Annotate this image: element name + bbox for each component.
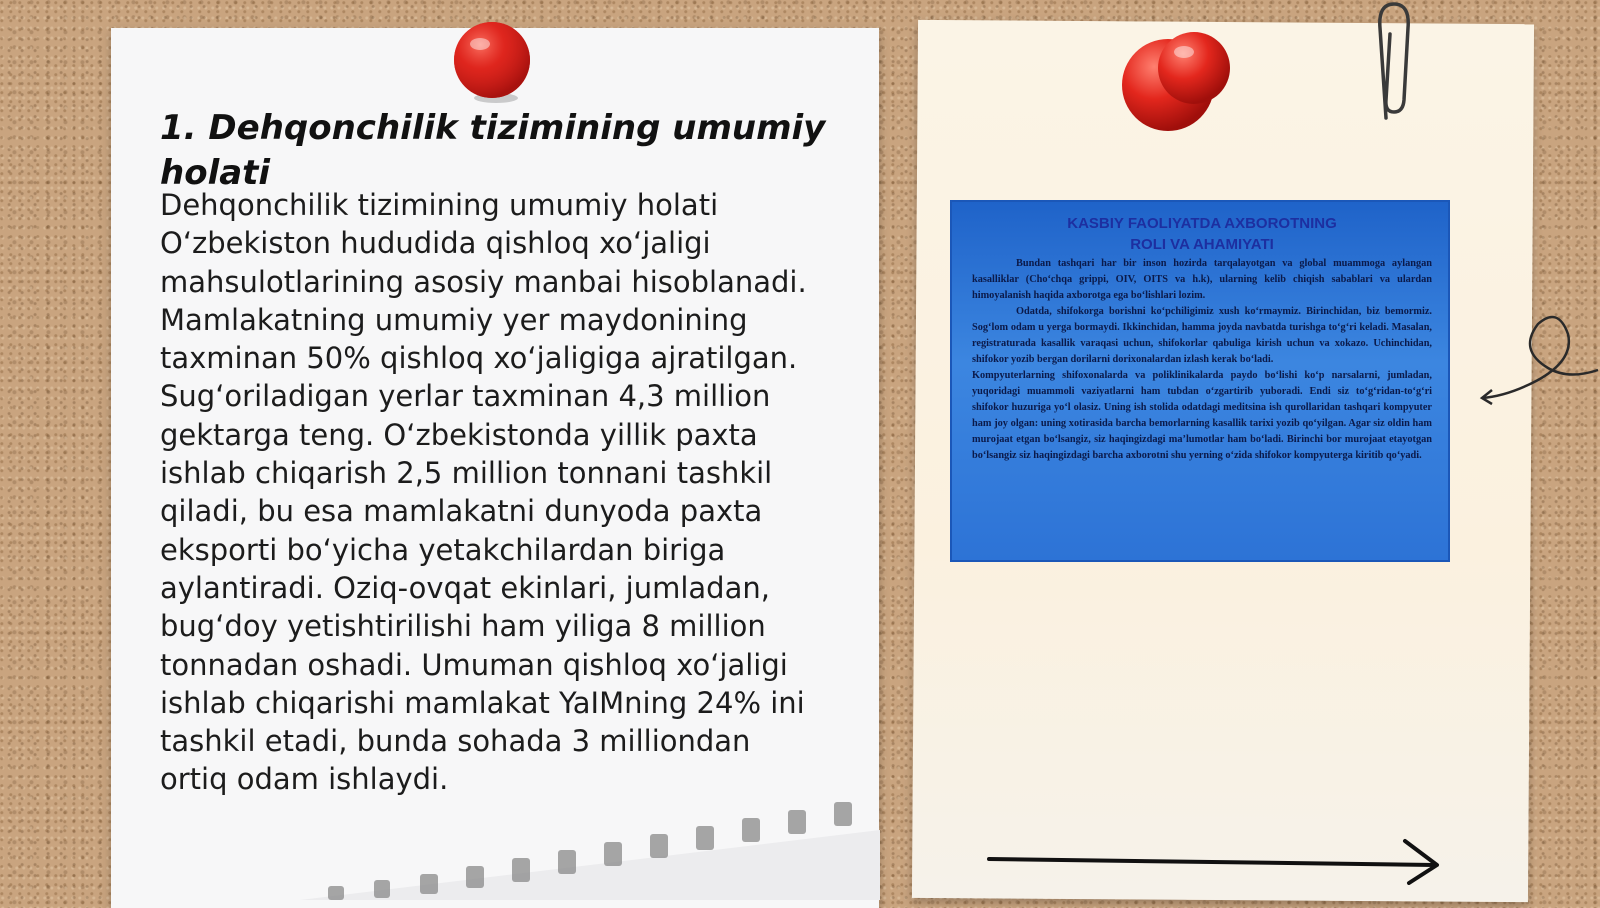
document-image — [950, 200, 1450, 562]
document-paragraph: Kompyuterlarning shifoxonalarda va poliklinikalarda paydo bo‘lishi ko‘p narsalarni, jumladan, yuqoridagi muammoli vaziyatlarni ham tubdan o‘zgartirib yuboradi. Endi siz to‘g‘ridan-to‘g‘ri shifokor huzuriga yo‘l olasiz. Uning ish stolida odatdagi meditsina ish qurollaridan tashqari kompyuter ham joy olgan: uning xotirasida barcha bemorlarning kasallik tarixi yozib qo‘yilgan. Agar siz oldin ham murojaat etgan bo‘lsangiz, siz haqingizdagi ma’lumotlar ham bo‘ladi. Birinchi bor murojaat etayotgan bo‘lsangiz siz haqingizdagi barcha axborotni shu yerning o‘zida shifokor kompyuterga kiritib qo‘yadi. — [972, 370, 1432, 461]
arrow-right-icon — [985, 835, 1447, 885]
squiggle-arrow-icon — [1478, 310, 1600, 406]
slide-title: 1. Dehqonchilik tizimining umumiy holati — [160, 108, 826, 193]
document-title-line2: ROLI VA AHAMIYATI — [1130, 236, 1274, 253]
slide-body-text: Dehqonchilik tizimining umumiy holati O‘zbekiston hududida qishloq xo‘jaligi mahsulotlarining asosiy manbai hisoblanadi. Mamlakatning umumiy yer maydonining taxminan 50% qishloq xo‘jaligiga ajratilgan. Sug‘oriladigan yerlar taxminan 4,3 million gektarga teng. O‘zbekistonda yillik paxta ishlab chiqarish 2,5 million tonnani tashkil qiladi, bu esa mamlakatni dunyoda paxta eksporti bo‘yicha yetakchilardan biriga aylantiradi. Oziq-ovqat ekinlari, jumladan, bug‘doy yetishtirilishi ham yiliga 8 million tonnadan oshadi. Umuman qishloq xo‘jaligi ishlab chiqarishi mamlakat YaIMning 24% ini tashkil etadi, bunda sohada 3 milliondan ortiq odam ishlaydi. — [160, 188, 807, 797]
document-paragraph: Odatda, shifokorga borishni ko‘pchiligimiz xush ko‘rmaymiz. Birinchidan, biz bemormiz. Sog‘lom odam u yerga bormaydi. Ikkinchidan, hamma joyda navbatda turishga to‘g‘ri keladi. Masalan, registraturada kasallik varaqasi uchun, shifokorlar qabuliga kirish uchun va xokazo. Uchinchidan, shifokor yozib bergan dorilarni dorixonalardan izlash kerak bo‘ladi. — [972, 306, 1432, 365]
document-title-line1: KASBIY FAOLIYATDA AXBOROTNING — [1067, 215, 1337, 232]
push-pin-icon — [1120, 30, 1240, 134]
document-paragraph: Bundan tashqari har bir inson hozirda tarqalayotgan va global muammoga aylangan kasalliklar (Cho‘chqa grippi, OIV, OITS va h.k), ularning kelib chiqish sabablari va ulardan himoyalanish haqida axborotga ega bo‘lishlari lozim. — [972, 258, 1432, 301]
paper-clip-icon — [1372, 0, 1416, 124]
push-pin-icon — [452, 20, 534, 104]
torn-notebook-edge — [300, 800, 880, 900]
